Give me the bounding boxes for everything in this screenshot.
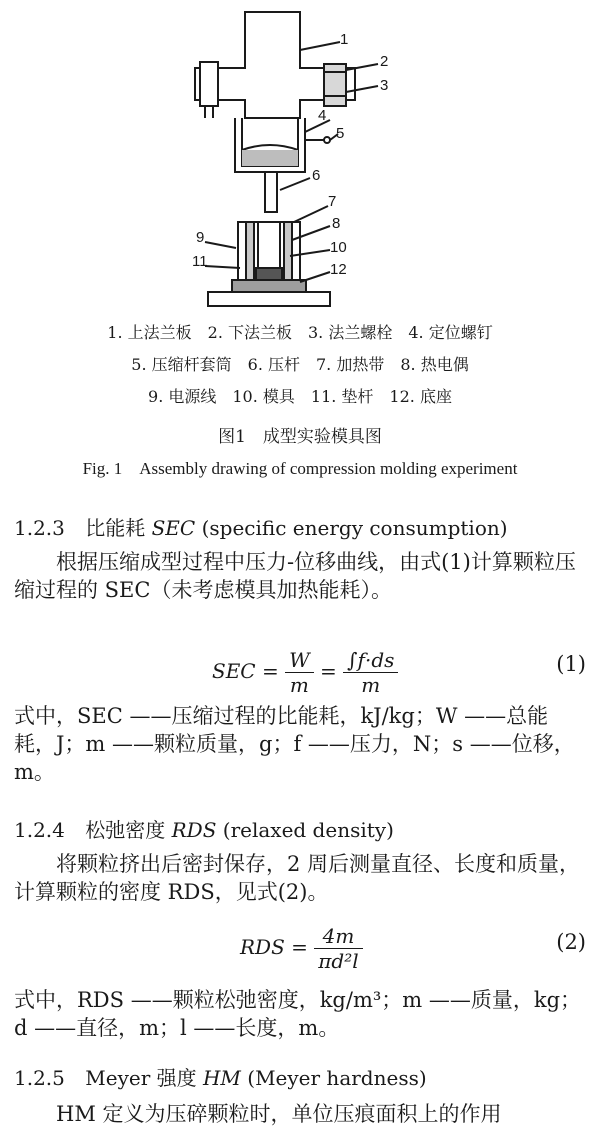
section-title-en: (specific energy consumption) bbox=[201, 516, 508, 540]
eq1-lhs: SEC bbox=[212, 659, 256, 683]
paragraph-rds: 将颗粒挤出后密封保存，2 周后测量直径、长度和质量，计算颗粒的密度 RDS，见式(2)。 bbox=[14, 852, 581, 904]
part-label-6: 6 bbox=[312, 167, 321, 184]
equation-1: SEC = $\frac{W}{m}$ = $\frac{\int f\cdot ds}{m}$ (1) bbox=[212, 648, 586, 697]
part-label-4: 4 bbox=[318, 107, 327, 124]
section-title-en: (Meyer hardness) bbox=[247, 1066, 427, 1090]
section-number: 1.2.5 bbox=[14, 1066, 65, 1090]
where-clause-sec: 式中，SEC ——压缩过程的比能耗，kJ/kg；W ——总能耗，J；m ——颗粒质量，g；f ——压力，N；s ——位移，m。 bbox=[14, 704, 575, 784]
figure-legend-line-2: 5. 压缩杆套筒 6. 压杆 7. 加热带 8. 热电偶 bbox=[131, 355, 469, 374]
eq2-fraction: $\frac{4m}{\text{πd²l}}$ bbox=[314, 924, 362, 973]
part-label-10: 10 bbox=[330, 239, 347, 256]
eq1-fraction-w-m: $\frac{W}{m}$ bbox=[285, 648, 314, 697]
part-label-1: 1 bbox=[340, 31, 349, 48]
eq2-lhs: RDS bbox=[240, 935, 285, 959]
part-label-8: 8 bbox=[332, 215, 341, 232]
figure-caption-cn: 图1 成型实验模具图 bbox=[218, 427, 382, 447]
section-number: 1.2.4 bbox=[14, 818, 65, 842]
where-clause-rds: 式中，RDS ——颗粒松弛密度，kg/m³；m ——质量，kg；d ——直径，m；l ——长度，m。 bbox=[14, 988, 582, 1040]
equation-number-2: (2) bbox=[556, 930, 586, 954]
section-abbr: HM bbox=[202, 1066, 241, 1090]
part-label-3: 3 bbox=[380, 77, 389, 94]
part-label-12: 12 bbox=[330, 261, 347, 278]
section-title-cn: 松弛密度 bbox=[85, 818, 166, 842]
part-label-2: 2 bbox=[380, 53, 389, 70]
section-title-en: (relaxed density) bbox=[222, 818, 394, 842]
paragraph-sec: 根据压缩成型过程中压力-位移曲线，由式(1)计算颗粒压缩过程的 SEC（未考虑模具加热能耗）。 bbox=[14, 550, 576, 602]
section-abbr: SEC bbox=[151, 516, 196, 540]
section-title-cn: Meyer 强度 bbox=[85, 1066, 197, 1090]
figure-legend-line-3: 9. 电源线 10. 模具 11. 垫杆 12. 底座 bbox=[148, 387, 452, 406]
equation-2: RDS = $\frac{4m}{\text{πd²l}}$ (2) bbox=[240, 924, 586, 973]
part-label-7: 7 bbox=[328, 193, 337, 210]
paragraph-meyer: HM 定义为压碎颗粒时，单位压痕面积上的作用 bbox=[56, 1102, 502, 1126]
figure-1 bbox=[0, 0, 600, 480]
section-title-cn: 比能耗 bbox=[85, 516, 146, 540]
equation-number-1: (1) bbox=[556, 652, 586, 676]
part-label-9: 9 bbox=[196, 229, 205, 246]
part-label-5: 5 bbox=[336, 125, 345, 142]
part-label-11: 11 bbox=[192, 253, 208, 270]
section-heading-meyer bbox=[14, 1064, 586, 1092]
figure-legend-line-1: 1. 上法兰板 2. 下法兰板 3. 法兰螺栓 4. 定位螺钉 bbox=[107, 323, 493, 342]
section-number: 1.2.3 bbox=[14, 516, 65, 540]
eq1-fraction-integral: $\frac{\int f\cdot ds}{m}$ bbox=[343, 648, 398, 697]
section-heading-rds bbox=[14, 816, 586, 844]
figure-caption-en: Fig. 1 Assembly drawing of compression molding experiment bbox=[82, 459, 518, 478]
section-abbr: RDS bbox=[171, 818, 217, 842]
section-heading-sec bbox=[14, 514, 586, 542]
